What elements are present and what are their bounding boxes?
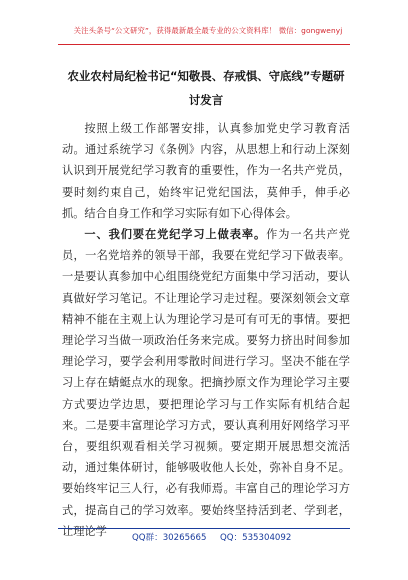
section-heading-paragraph bbox=[62, 224, 350, 542]
body-paragraph-continued: 一是要认真参加中心组围绕党纪方面集中学习活动，要认真做好学习笔记。不让理论学习走过程。要深刻领会文章精神不能在主观上认为理论学习是可有可无的事情。要把理论学习当做一项政治任务来完成。要努力挤出时间参加理论学习，要学会利用零散时间进行学习。坚决不能在学习上存在蜻蜓点水的现象。把摘抄原文作为理论学习主要方式要边学边思，要把理论学习与工作实际有机结合起来。二是要丰富理论学习方式，要认真利用好网络学习平台，要组织观看相关学习视频。要定期开展思想交流活动，通过集体研讨，能够吸收他人长处，弥补自身不足。要始终牢记三人行，必有我师焉。丰富自己的理论学习方式，提高自己的学习效率。要始终坚持活到老、学到老，让理论学 bbox=[62, 270, 350, 538]
footer-qq-group: QQ群：30265665 bbox=[132, 533, 207, 543]
footer-divider bbox=[58, 528, 350, 529]
section-heading: 一、我们要在党纪学习上做表率。 bbox=[84, 227, 267, 242]
header-banner: 关注头条号“公文研究”，获得最新最全最专业的公文资料库！ 微信：gongwenyj bbox=[73, 26, 343, 35]
section-intro: 作为一名共产党员，一名党培养的领导干部，我要在党纪学习下做表率。 bbox=[62, 228, 350, 263]
document-title: 农业农村局纪检书记“知敬畏、存戒惧、守底线”专题研讨发言 bbox=[67, 69, 345, 107]
footer-qq-contact: QQ：535304092 bbox=[220, 533, 292, 543]
header-divider bbox=[58, 44, 350, 45]
body-paragraph: 按照上级工作部署安排，认真参加党史学习教育活动。通过系统学习《条例》内容，从思想上和行动上深刻认识到开展党纪学习教育的重要性，作为一名共产党员，要时刻约束自己，始终牢记党纪国法，莫伸手，伸手必抓。结合自身工作和学习实际有如下心得体会。 bbox=[62, 122, 350, 220]
document-body bbox=[62, 118, 350, 542]
